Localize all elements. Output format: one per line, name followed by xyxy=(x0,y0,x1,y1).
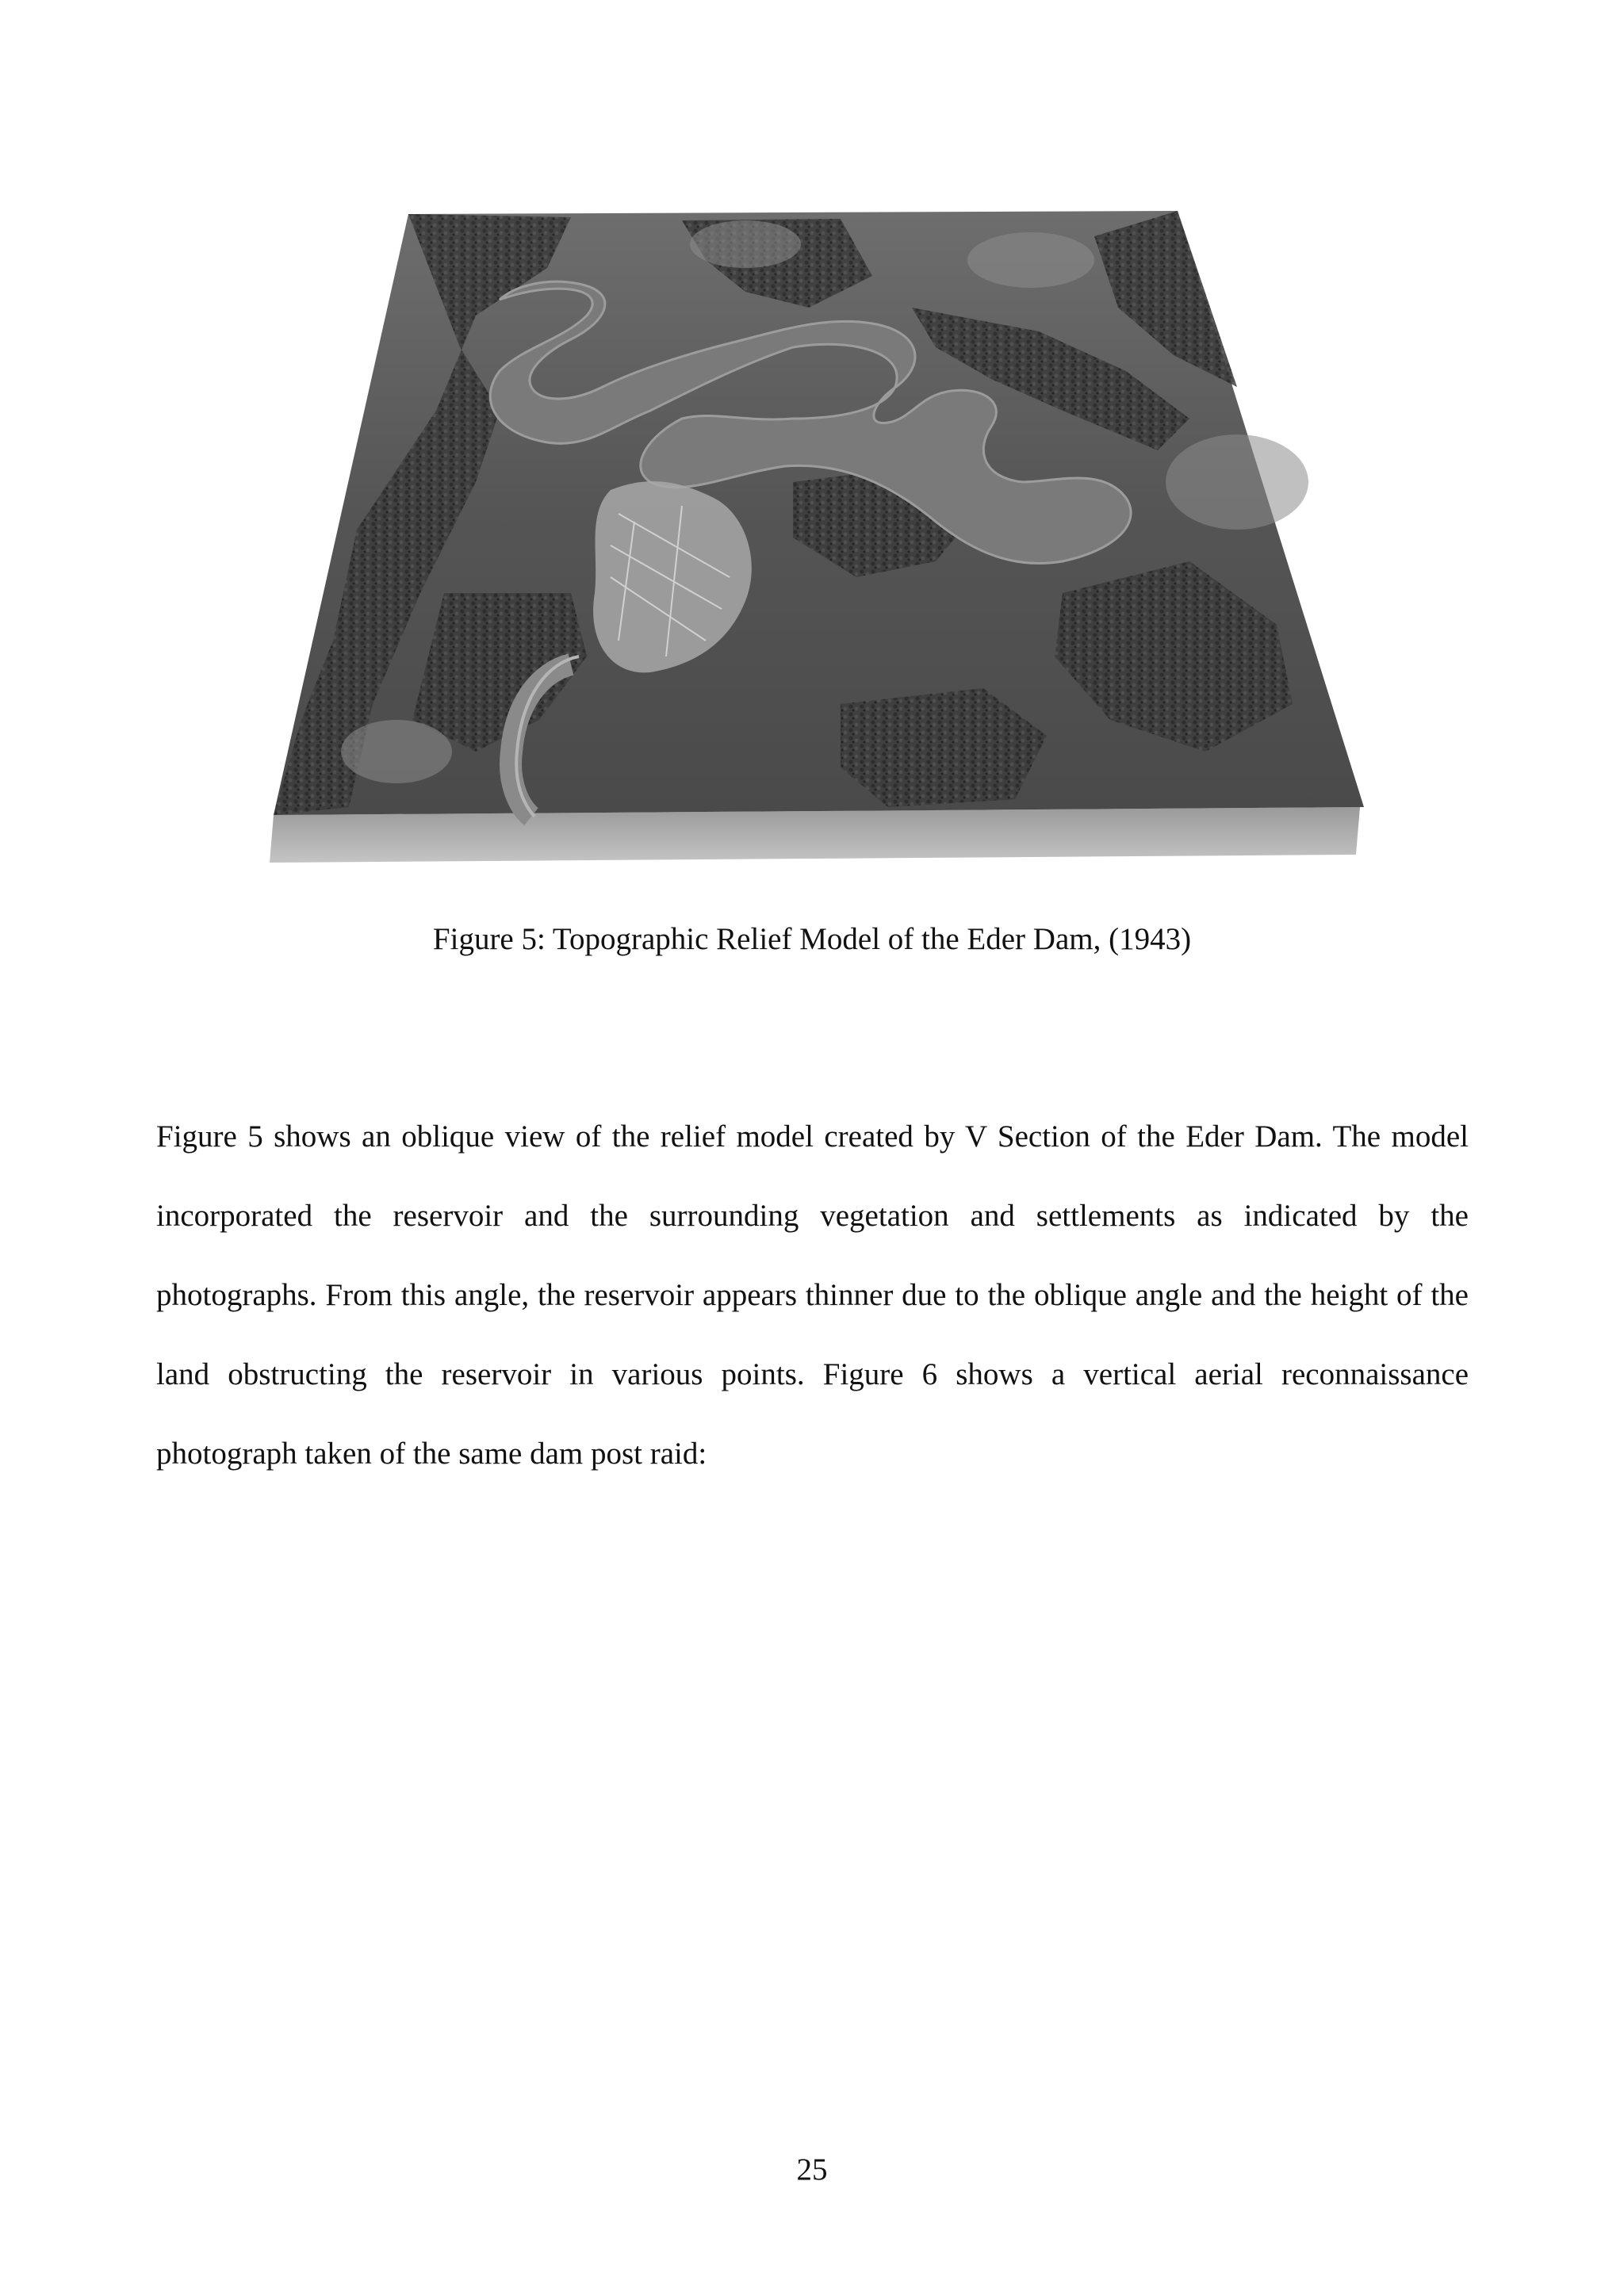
body-paragraph: Figure 5 shows an oblique view of the relief model created by V Section of the Eder Dam. The model incorporated the reservoir and the surrounding vegetation and settlements as indicated by the photographs. From this angle, the reservoir appears thinner due to the oblique angle and the height of the land obstructing the reservoir in various points. Figure 6 shows a vertical aerial reconnaissance photograph taken of the same dam post raid: xyxy=(156,1119,1469,1471)
relief-model-illustration xyxy=(238,149,1386,886)
figure-caption: Figure 5: Topographic Relief Model of the Eder Dam, (1943) xyxy=(432,922,1192,956)
model-base-edge xyxy=(270,807,1360,863)
page-number: 25 xyxy=(796,2152,828,2187)
relief-model-photo xyxy=(238,149,1386,886)
